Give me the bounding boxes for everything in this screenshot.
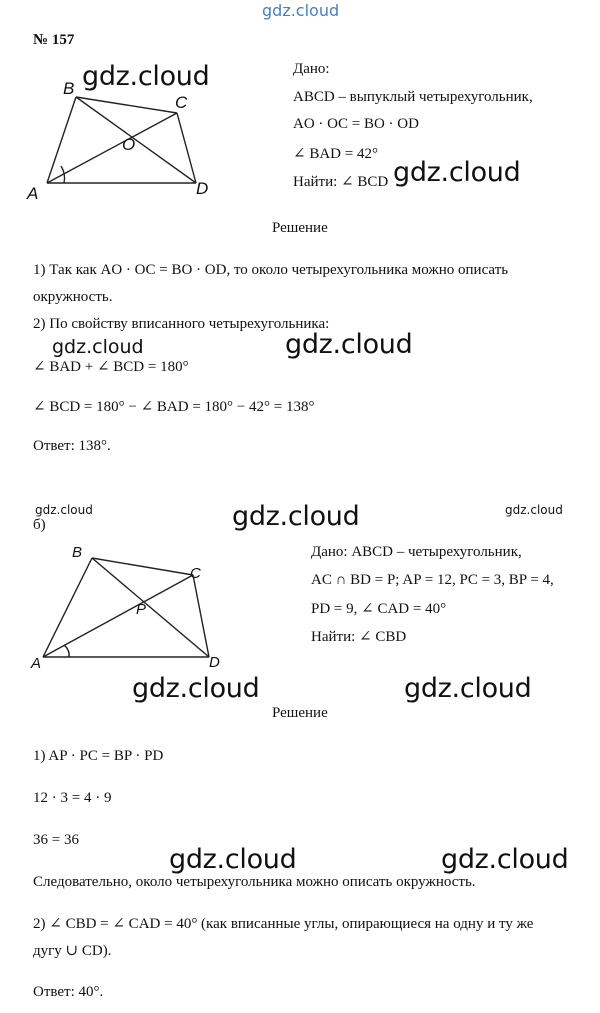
edge-cd [193, 575, 209, 657]
label-o: O [122, 135, 136, 154]
watermark-top: gdz.cloud [262, 1, 340, 20]
label-d: D [209, 654, 220, 671]
edge-bc [92, 558, 193, 575]
equation: 36 = 36 [33, 832, 79, 848]
given-line: AC ∩ BD = P; AP = 12, PC = 3, BP = 4, [311, 572, 554, 588]
watermark: gdz.cloud [35, 503, 93, 517]
find-line: Найти: ∠ CBD [311, 629, 407, 645]
label-a: A [27, 184, 39, 203]
angle-a-arc [61, 166, 65, 183]
watermark: gdz.cloud [132, 673, 260, 704]
diag-bd [92, 558, 209, 657]
label-b: B [72, 544, 83, 561]
part-b-label: б) [33, 517, 46, 533]
edge-cd [177, 113, 196, 183]
watermark: gdz.cloud [82, 61, 210, 92]
watermark: gdz.cloud [169, 844, 297, 875]
watermark: gdz.cloud [285, 329, 413, 360]
label-d: D [196, 179, 209, 198]
label-a: A [31, 655, 42, 672]
answer: Ответ: 138°. [33, 438, 111, 454]
given-line: ∠ BAD = 42° [293, 146, 378, 162]
solution-step: 2) ∠ CBD = ∠ CAD = 40° (как вписанные углы, опирающиеся на одну и ту же [33, 916, 534, 932]
watermark: gdz.cloud [52, 336, 144, 358]
label-c: C [175, 93, 188, 112]
given-title: Дано: [293, 61, 330, 77]
given-line: ABCD – выпуклый четырехугольник, [293, 89, 533, 105]
diag-ac [47, 113, 177, 183]
watermark: gdz.cloud [232, 501, 360, 532]
solution-step: 2) По свойству вписанного четырехугольника: [33, 316, 330, 332]
label-c: C [190, 565, 201, 582]
watermark: gdz.cloud [505, 503, 563, 517]
find-line: Найти: ∠ BCD [293, 174, 389, 190]
watermark: gdz.cloud [404, 673, 532, 704]
answer: Ответ: 40°. [33, 984, 104, 1000]
given-line: AO · OC = BO · OD [293, 116, 419, 132]
label-b: B [63, 79, 75, 98]
watermark: gdz.cloud [441, 844, 569, 875]
diag-ac [43, 575, 193, 657]
label-p: P [136, 601, 147, 618]
solution-step: окружность. [33, 289, 113, 305]
solution-step: 1) Так как AO · OC = BO · OD, то около четырехугольника можно описать [33, 262, 509, 278]
equation: 1) AP · PC = BP · PD [33, 748, 164, 764]
angle-a-arc [64, 645, 69, 657]
diag-bd [76, 97, 196, 183]
watermark: gdz.cloud [393, 157, 521, 188]
equation: ∠ BCD = 180° − ∠ BAD = 180° − 42° = 138° [33, 399, 315, 415]
solution-step: Следовательно, около четырехугольника можно описать окружность. [33, 874, 476, 890]
edge-ab [43, 558, 92, 657]
edge-ab [47, 97, 76, 183]
given-line: Дано: ABCD – четырехугольник, [311, 544, 522, 560]
equation: ∠ BAD + ∠ BCD = 180° [33, 359, 189, 375]
problem-number: № 157 [33, 32, 75, 48]
solution-title: Решение [272, 220, 328, 236]
solution-step: дугу ∪ CD). [33, 943, 112, 959]
equation: 12 · 3 = 4 · 9 [33, 790, 112, 806]
solution-title: Решение [272, 705, 328, 721]
edge-bc [76, 97, 177, 113]
given-line: PD = 9, ∠ CAD = 40° [311, 601, 447, 617]
